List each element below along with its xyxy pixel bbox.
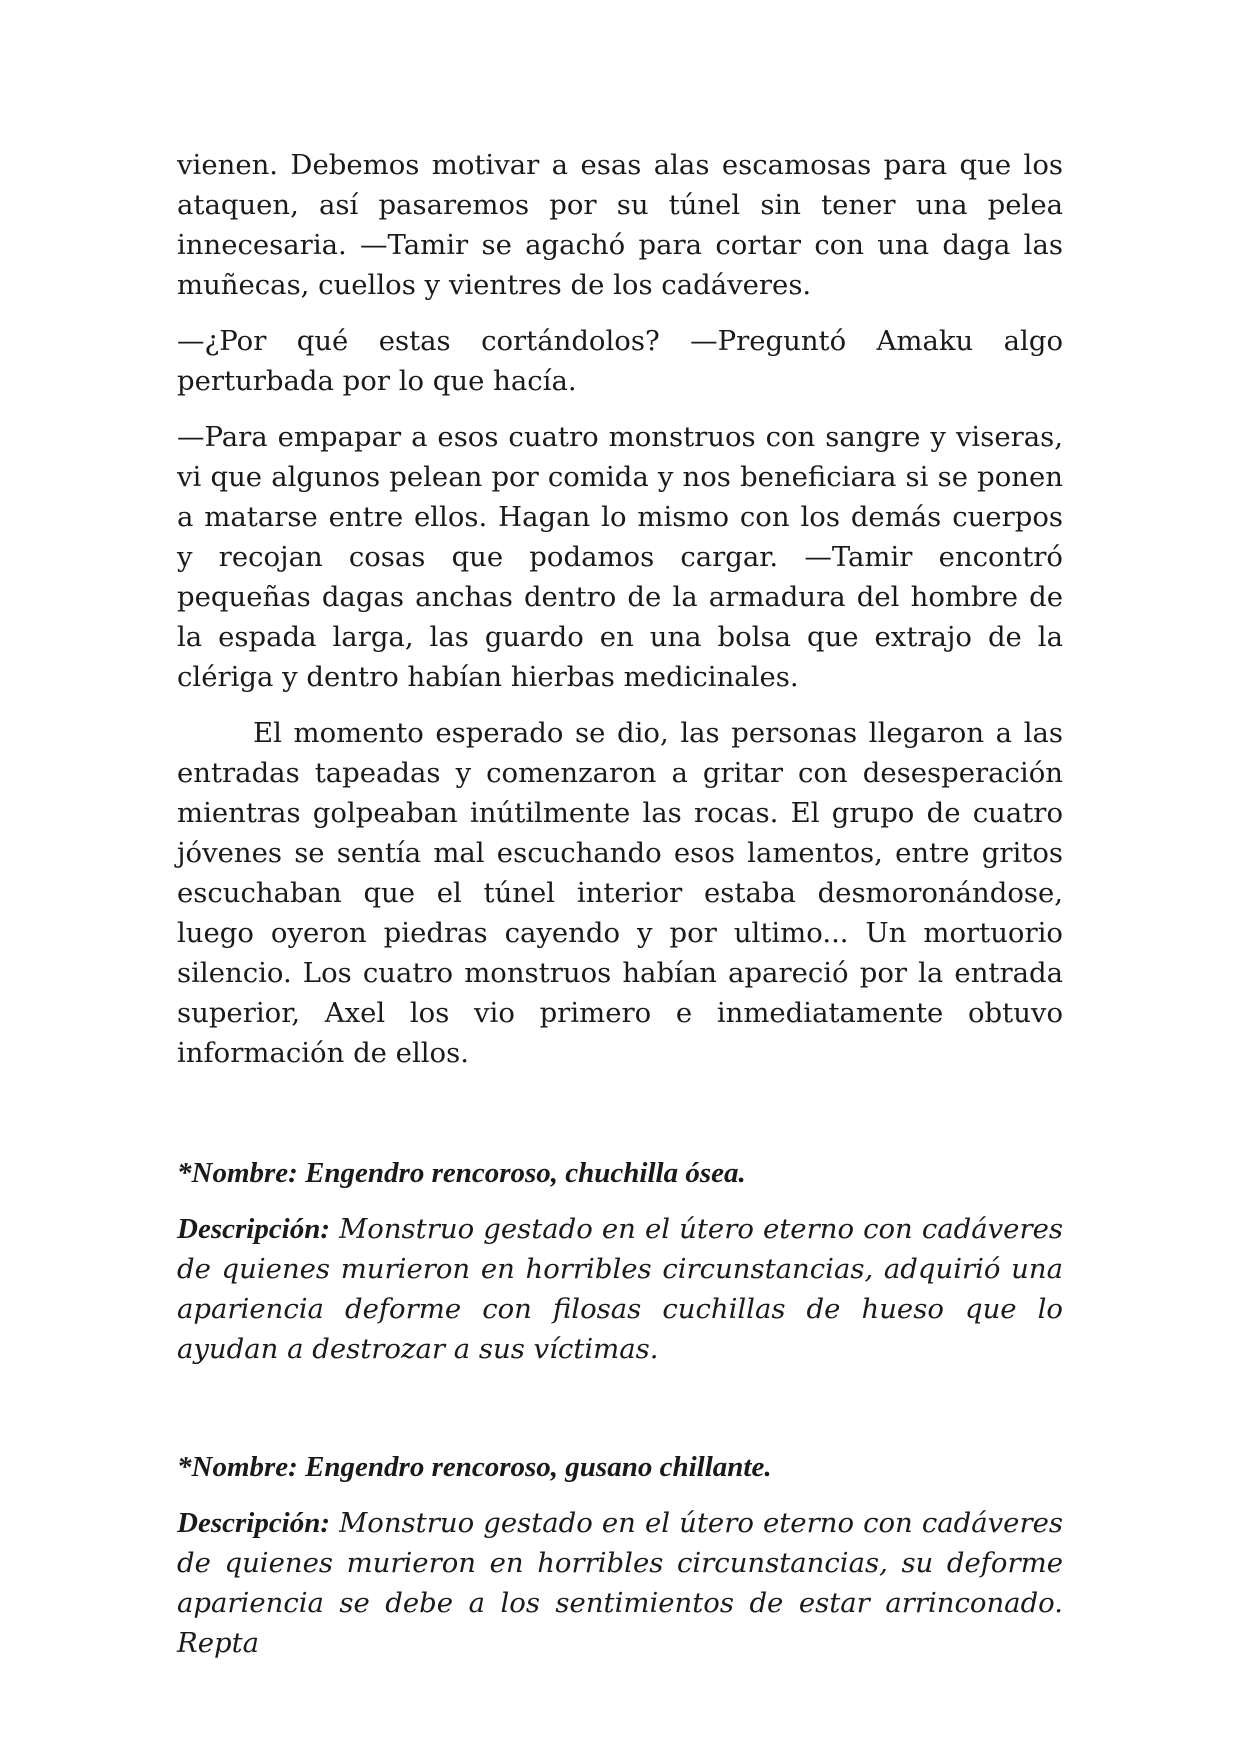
description-label: Descripción:: [177, 1213, 331, 1245]
monster-description: [177, 1503, 1063, 1663]
monster-entry: [177, 1447, 1063, 1663]
paragraph-narration: El momento esperado se dio, las personas llegaron a las entradas tapeadas y comenzaron a gritar con desesperación mientras golpeaban inútilmente las rocas. El grupo de cuatro jóvenes se sentía mal escuchando esos lamentos, entre gritos escuchaban que el túnel interior estaba desmoronándose, luego oyeron piedras cayendo y por ultimo... Un mortuorio silencio. Los cuatro monstruos habían apareció por la entrada superior, Axel los vio primero e inmediatamente obtuvo información de ellos.: [177, 717, 1063, 1069]
monster-entry: [177, 1153, 1063, 1369]
monster-name: *Nombre: Engendro rencoroso, gusano chillante.: [177, 1451, 772, 1483]
paragraph-dialogue-amaku: —¿Por qué estas cortándolos? —Preguntó Amaku algo perturbada por lo que hacía.: [177, 325, 1063, 397]
paragraph-dialogue-tamir: vienen. Debemos motivar a esas alas escamosas para que los ataquen, así pasaremos por su túnel sin tener una pelea innecesaria. —Tamir se agachó para cortar con una daga las muñecas, cuellos y vientres de los cadáveres.: [177, 149, 1063, 301]
description-text: Monstruo gestado en el útero eterno con cadáveres de quienes murieron en horribles circunstancias, adquirió una apariencia deforme con filosas cuchillas de hueso que lo ayudan a destrozar a sus víctimas.: [177, 1213, 1063, 1365]
text-body: [177, 145, 1063, 1663]
paragraph-dialogue-tamir-reply: —Para empapar a esos cuatro monstruos con sangre y viseras, vi que algunos pelean por comida y nos beneficiara si se ponen a matarse entre ellos. Hagan lo mismo con los demás cuerpos y recojan cosas que podamos cargar. —Tamir encontró pequeñas dagas anchas dentro de la armadura del hombre de la espada larga, las guardo en una bolsa que extrajo de la clériga y dentro habían hierbas medicinales.: [177, 421, 1063, 693]
monster-description: [177, 1209, 1063, 1369]
description-text: Monstruo gestado en el útero eterno con cadáveres de quienes murieron en horribles circunstancias, su deforme apariencia se debe a los sentimientos de estar arrinconado. Repta: [177, 1507, 1063, 1659]
monster-name: *Nombre: Engendro rencoroso, chuchilla ósea.: [177, 1157, 746, 1189]
description-label: Descripción:: [177, 1507, 331, 1539]
